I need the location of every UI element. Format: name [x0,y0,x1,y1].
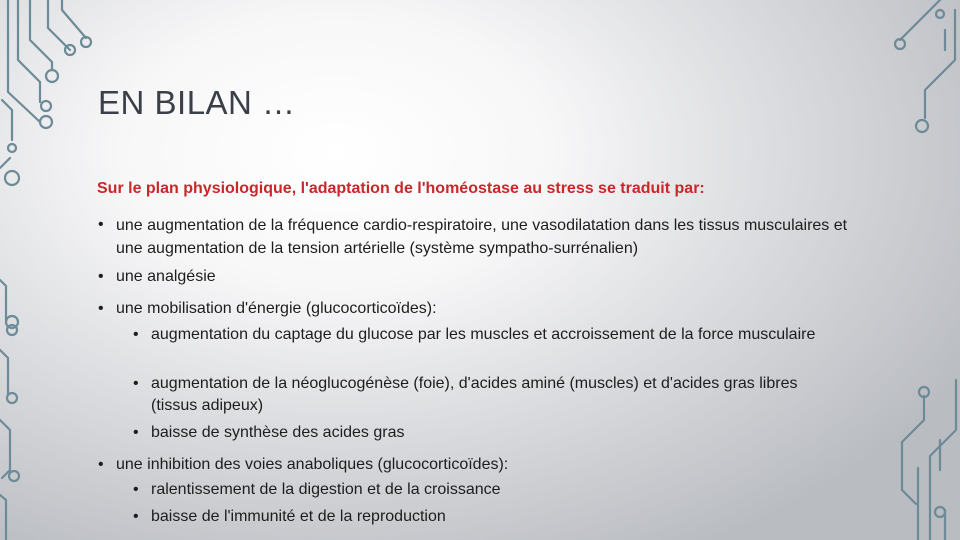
sub-bullet-marker: • [133,326,139,343]
bullet-marker: • [98,216,104,233]
bullet-marker: • [98,300,104,317]
sub-list-item: augmentation du captage du glucose par les muscles et accroissement de la force musculaire [151,326,816,343]
sub-bullet-marker: • [133,508,139,525]
sub-list-item: ralentissement de la digestion et de la croissance [151,481,501,498]
sub-list-item: baisse de synthèse des acides gras [151,424,405,441]
list-item: une inhibition des voies anaboliques (glucocorticoïdes): [116,456,509,473]
intro-statement: Sur le plan physiologique, l'adaptation de l'homéostase au stress se traduit par: [97,180,705,197]
sub-bullet-marker: • [133,375,139,392]
list-item: une mobilisation d'énergie (glucocorticoïdes): [116,300,437,317]
bullet-marker: • [98,456,104,473]
sub-bullet-marker: • [133,481,139,498]
bullet-marker: • [98,268,104,285]
sub-list-item: baisse de l'immunité et de la reproduction [151,508,446,525]
sub-bullet-marker: • [133,424,139,441]
sub-list-item: augmentation de la néoglucogénèse (foie), d'acides aminé (muscles) et d'acides gras libres (tissus adipeux) [151,375,798,414]
slide-title: EN BILAN … [98,84,296,121]
list-item: une augmentation de la fréquence cardio-respiratoire, une vasodilatation dans les tissus musculaires et une augmentation de la tension artérielle (système sympatho-surrénalien) [116,217,848,257]
list-item: une analgésie [116,268,216,285]
